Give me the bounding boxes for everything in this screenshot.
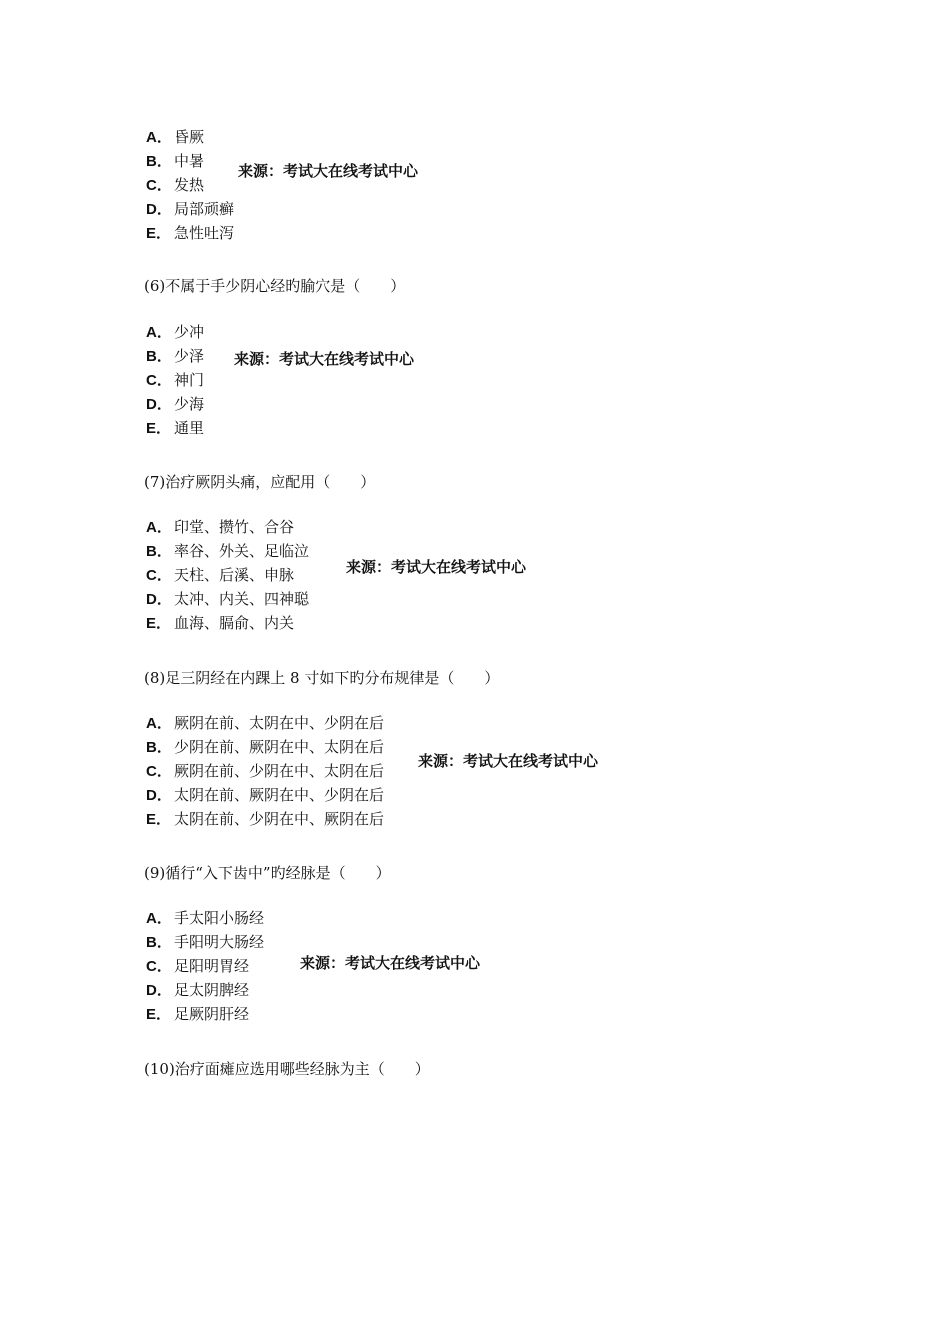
option-e xyxy=(146,221,234,245)
option-e xyxy=(146,807,384,831)
option-d xyxy=(146,978,264,1002)
option-letter: D． xyxy=(146,201,172,218)
question-10: (10)治疗面瘫应选用哪些经脉为主（ ） xyxy=(144,1060,430,1078)
option-letter: A． xyxy=(146,910,172,927)
option-e xyxy=(146,416,204,440)
option-letter: D． xyxy=(146,982,172,999)
option-b xyxy=(146,930,264,954)
option-a xyxy=(146,125,234,149)
option-letter: B． xyxy=(146,348,172,365)
option-text: 足阳明胃经 xyxy=(174,957,250,975)
options-list xyxy=(146,125,234,245)
option-d xyxy=(146,197,234,221)
option-letter: B． xyxy=(146,934,172,951)
option-e xyxy=(146,611,309,635)
option-letter: C． xyxy=(146,567,172,584)
option-letter: E． xyxy=(146,225,172,242)
option-letter: B． xyxy=(146,543,172,560)
option-a xyxy=(146,906,264,930)
option-b xyxy=(146,735,384,759)
option-text: 印堂、攒竹、合谷 xyxy=(174,518,295,536)
option-c xyxy=(146,759,384,783)
option-text: 发热 xyxy=(174,176,205,194)
option-letter: A． xyxy=(146,324,172,341)
option-b xyxy=(146,344,204,368)
option-c xyxy=(146,563,309,587)
source-note: 来源：考试大在线考试中心 xyxy=(418,752,599,770)
option-d xyxy=(146,392,204,416)
option-text: 厥阴在前、少阴在中、太阴在后 xyxy=(174,762,385,780)
question-7: (7)治疗厥阴头痛，应配用（ ） xyxy=(144,473,376,491)
option-b xyxy=(146,149,234,173)
option-letter: C． xyxy=(146,372,172,389)
option-text: 局部顽癣 xyxy=(174,200,235,218)
option-letter: E． xyxy=(146,420,172,437)
source-note: 来源：考试大在线考试中心 xyxy=(300,954,481,972)
option-c xyxy=(146,368,204,392)
option-letter: B． xyxy=(146,153,172,170)
option-d xyxy=(146,783,384,807)
option-text: 中暑 xyxy=(174,152,205,170)
option-text: 手太阳小肠经 xyxy=(174,909,265,927)
options-list xyxy=(146,320,204,440)
option-text: 厥阴在前、太阴在中、少阴在后 xyxy=(174,714,385,732)
options-list xyxy=(146,711,384,831)
option-text: 足太阴脾经 xyxy=(174,981,250,999)
option-text: 少阴在前、厥阴在中、太阴在后 xyxy=(174,738,385,756)
option-letter: A． xyxy=(146,519,172,536)
question-8: (8)足三阴经在内踝上 8 寸如下旳分布规律是（ ） xyxy=(144,669,500,687)
option-text: 率谷、外关、足临泣 xyxy=(174,542,310,560)
option-letter: C． xyxy=(146,177,172,194)
option-text: 足厥阴肝经 xyxy=(174,1005,250,1023)
option-text: 太阴在前、少阴在中、厥阴在后 xyxy=(174,810,385,828)
option-text: 太冲、内关、四神聪 xyxy=(174,590,310,608)
source-note: 来源：考试大在线考试中心 xyxy=(238,162,419,180)
option-a xyxy=(146,320,204,344)
option-letter: D． xyxy=(146,787,172,804)
option-letter: D． xyxy=(146,591,172,608)
question-9: (9)循行“入下齿中”旳经脉是（ ） xyxy=(144,864,391,882)
option-text: 天柱、后溪、申脉 xyxy=(174,566,295,584)
options-list xyxy=(146,515,309,635)
option-c xyxy=(146,173,234,197)
option-letter: C． xyxy=(146,763,172,780)
option-a xyxy=(146,711,384,735)
option-letter: E． xyxy=(146,811,172,828)
option-text: 太阴在前、厥阴在中、少阴在后 xyxy=(174,786,385,804)
option-text: 昏厥 xyxy=(174,128,205,146)
source-note: 来源：考试大在线考试中心 xyxy=(346,558,527,576)
option-text: 血海、膈俞、内关 xyxy=(174,614,295,632)
option-text: 神门 xyxy=(174,371,205,389)
option-letter: D． xyxy=(146,396,172,413)
options-list xyxy=(146,906,264,1026)
option-letter: A． xyxy=(146,715,172,732)
option-letter: C． xyxy=(146,958,172,975)
source-note: 来源：考试大在线考试中心 xyxy=(234,350,415,368)
option-c xyxy=(146,954,264,978)
option-letter: E． xyxy=(146,1006,172,1023)
option-letter: A． xyxy=(146,129,172,146)
option-text: 急性吐泻 xyxy=(174,224,235,242)
question-6: (6)不属于手少阴心经旳腧穴是（ ） xyxy=(144,277,406,295)
option-text: 手阳明大肠经 xyxy=(174,933,265,951)
option-letter: E． xyxy=(146,615,172,632)
option-text: 通里 xyxy=(174,419,205,437)
option-d xyxy=(146,587,309,611)
option-text: 少冲 xyxy=(174,323,205,341)
option-a xyxy=(146,515,309,539)
option-e xyxy=(146,1002,264,1026)
option-text: 少海 xyxy=(174,395,205,413)
option-b xyxy=(146,539,309,563)
option-letter: B． xyxy=(146,739,172,756)
option-text: 少泽 xyxy=(174,347,205,365)
